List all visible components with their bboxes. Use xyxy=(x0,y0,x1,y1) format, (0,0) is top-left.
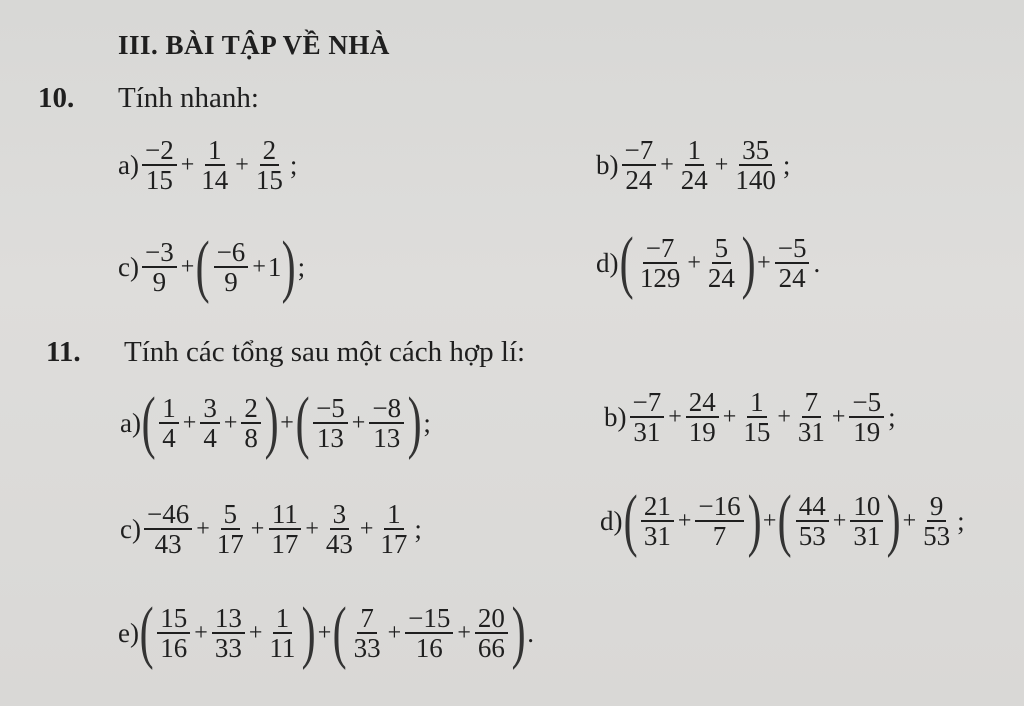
item-label: b) xyxy=(604,401,627,432)
fraction: $\frac{2}{15}$ xyxy=(255,135,283,196)
item-label: d) xyxy=(600,505,623,536)
exercise-10b: b) $\frac{-7}{24}$ + $\frac{1}{24}$ + $\frac{35}{140}$ ; xyxy=(596,135,791,196)
fraction: $\frac{1}{14}$ xyxy=(201,135,229,196)
fraction: $\frac{1}{24}$ xyxy=(680,135,708,196)
exercise-10-title: Tính nhanh: xyxy=(118,82,259,114)
fraction: $\frac{35}{140}$ xyxy=(735,135,776,196)
fraction: $\frac{15}{16}$ xyxy=(157,604,190,663)
fraction: $\frac{-15}{16}$ xyxy=(405,604,453,663)
fraction: $\frac{7}{31}$ xyxy=(797,387,825,448)
fraction: $\frac{21}{31}$ xyxy=(641,492,674,551)
fraction: $\frac{13}{33}$ xyxy=(212,604,245,663)
exercise-11a: a) ( $\frac{1}{4}$ + $\frac{3}{4}$ + $\frac{2}{8}$ ) + ( $\frac{-5}{13}$ + $\frac{-8}{13}$ ) ; xyxy=(120,384,431,461)
fraction: $\frac{3}{43}$ xyxy=(325,499,353,560)
fraction: $\frac{24}{19}$ xyxy=(686,388,719,447)
item-label: a) xyxy=(120,407,141,438)
fraction: $\frac{-3}{9}$ xyxy=(142,238,177,297)
fraction: $\frac{-5}{13}$ xyxy=(313,394,348,453)
fraction: $\frac{-2}{15}$ xyxy=(142,136,177,195)
fraction: $\frac{7}{33}$ xyxy=(353,602,381,663)
fraction: $\frac{44}{53}$ xyxy=(796,492,829,551)
fraction: $\frac{10}{31}$ xyxy=(850,492,883,551)
fraction: $\frac{1}{4}$ xyxy=(159,394,179,453)
exercise-10d: d) ( $\frac{-7}{129}$ + $\frac{5}{24}$ ) + $\frac{-5}{24}$ . xyxy=(596,224,821,301)
fraction: $\frac{2}{8}$ xyxy=(241,394,261,453)
fraction: $\frac{20}{66}$ xyxy=(475,604,508,663)
exercise-11-title: Tính các tổng sau một cách hợp lí: xyxy=(124,336,526,368)
fraction: $\frac{-16}{7}$ xyxy=(695,492,743,551)
fraction: $\frac{1}{15}$ xyxy=(743,387,771,448)
exercise-11-number: 11. xyxy=(46,336,81,368)
fraction: $\frac{-8}{13}$ xyxy=(369,394,404,453)
item-label: a) xyxy=(118,149,139,180)
fraction: $\frac{-46}{43}$ xyxy=(144,500,192,559)
fraction: $\frac{-7}{24}$ xyxy=(622,136,657,195)
item-label: c) xyxy=(120,513,141,544)
exercise-11e: e) ( $\frac{15}{16}$ + $\frac{13}{33}$ + $\frac{1}{11}$ ) + ( $\frac{7}{33}$ + $\frac{-15}{16}$ + $\frac{20}{66}$ ) . xyxy=(118,594,534,671)
fraction: $\frac{3}{4}$ xyxy=(200,394,220,453)
fraction: $\frac{11}{17}$ xyxy=(268,500,301,559)
exercise-10-number: 10. xyxy=(38,82,75,114)
fraction: $\frac{5}{24}$ xyxy=(707,232,735,293)
exercise-11c: c) $\frac{-46}{43}$ + $\frac{5}{17}$ + $\frac{11}{17}$ + $\frac{3}{43}$ + $\frac{1}{17}$ ; xyxy=(120,499,422,560)
fraction: $\frac{-7}{129}$ xyxy=(639,232,681,293)
exercise-11b: b) $\frac{-7}{31}$ + $\frac{24}{19}$ + $\frac{1}{15}$ + $\frac{7}{31}$ + $\frac{-5}{19}$ ; xyxy=(604,387,896,448)
item-label: b) xyxy=(596,149,619,180)
fraction: $\frac{-5}{24}$ xyxy=(775,234,810,293)
fraction: $\frac{1}{17}$ xyxy=(380,499,408,560)
item-label: d) xyxy=(596,247,619,278)
fraction: $\frac{9}{53}$ xyxy=(923,490,951,551)
fraction: $\frac{1}{11}$ xyxy=(269,602,296,663)
exercise-10a: a) $\frac{-2}{15}$ + $\frac{1}{14}$ + $\frac{2}{15}$ ; xyxy=(118,135,298,196)
exercise-10c: c) $\frac{-3}{9}$ + ( $\frac{-6}{9}$ + 1 ) ; xyxy=(118,228,306,305)
section-title: III. BÀI TẬP VỀ NHÀ xyxy=(118,30,390,60)
fraction: $\frac{-5}{19}$ xyxy=(849,388,884,447)
fraction: $\frac{-7}{31}$ xyxy=(630,388,665,447)
fraction: $\frac{-6}{9}$ xyxy=(214,238,249,297)
fraction: $\frac{5}{17}$ xyxy=(216,499,244,560)
item-label: c) xyxy=(118,251,139,282)
item-label: e) xyxy=(118,617,139,648)
exercise-11d: d) ( $\frac{21}{31}$ + $\frac{-16}{7}$ ) + ( $\frac{44}{53}$ + $\frac{10}{31}$ ) + $\frac{9}{53}$ ; xyxy=(600,482,965,559)
